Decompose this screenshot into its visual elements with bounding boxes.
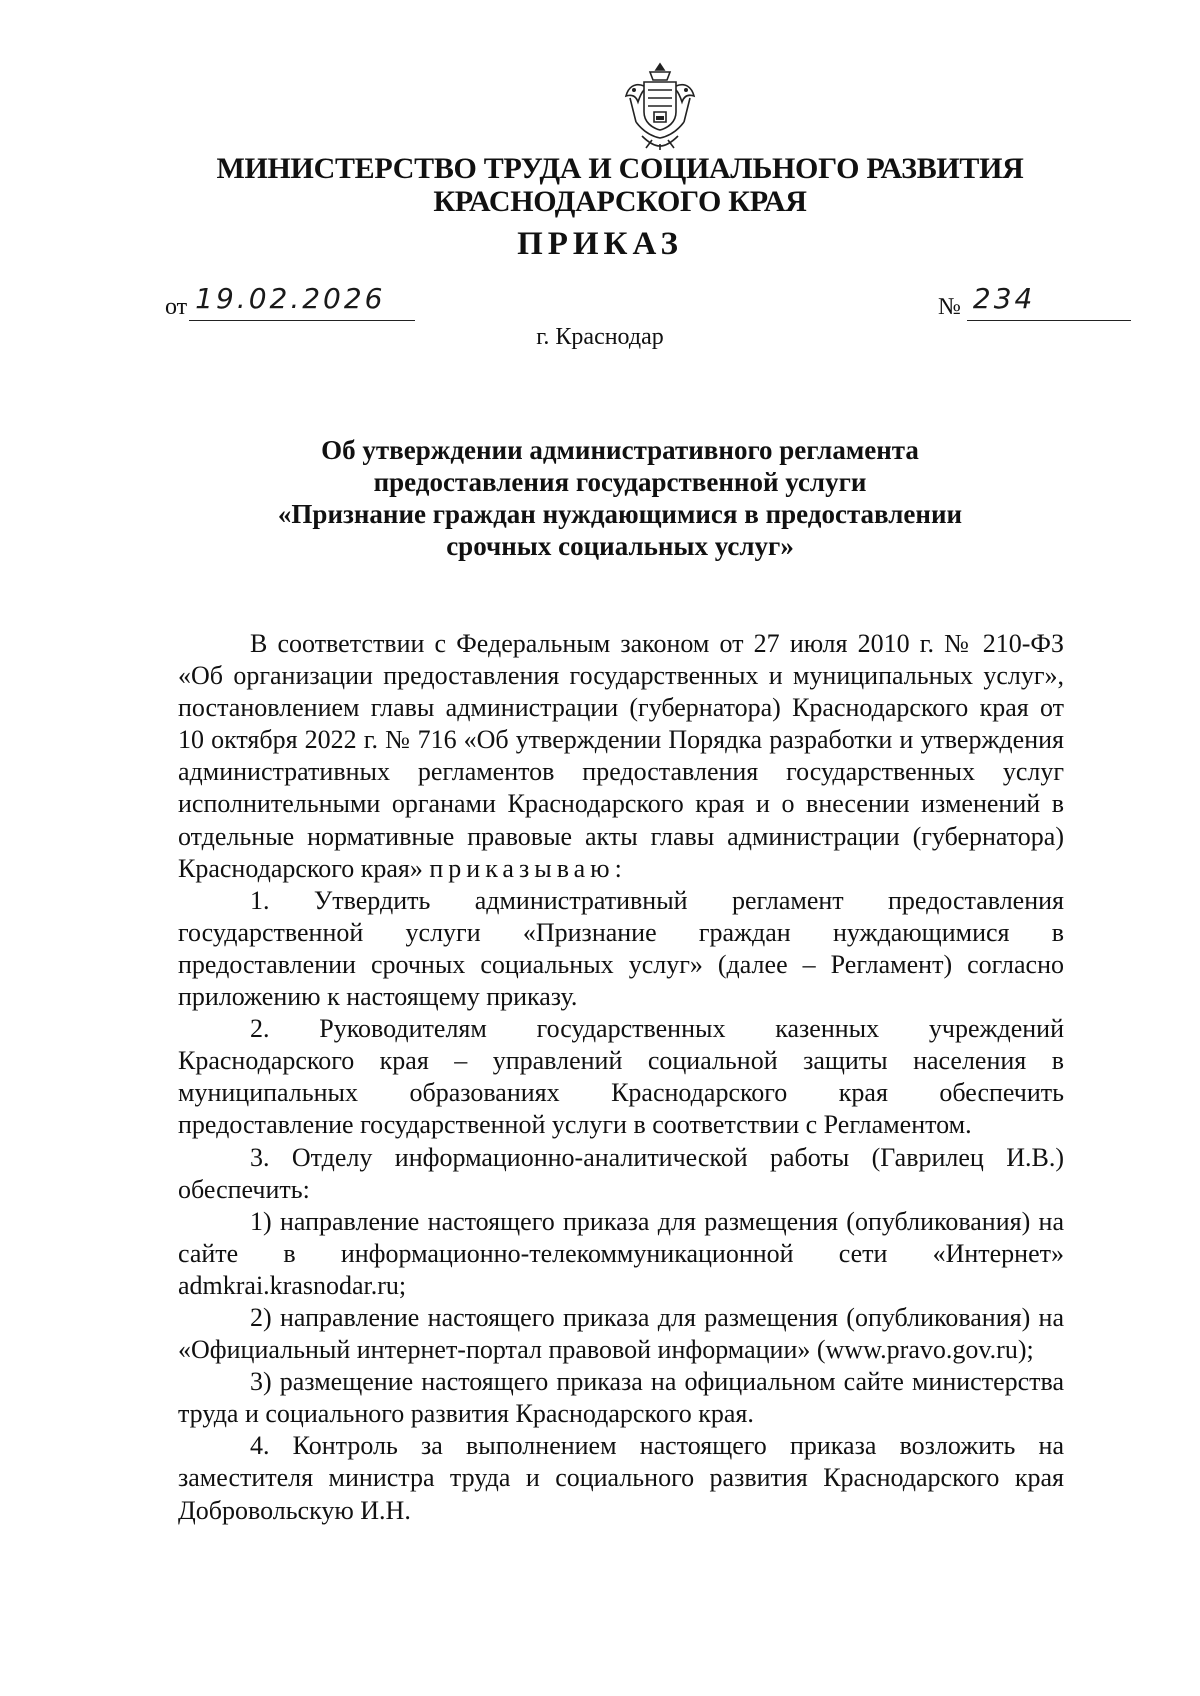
document-type: ПРИКАЗ (517, 226, 683, 262)
order-body (178, 628, 1064, 1527)
number-handwritten: 234 (972, 282, 1036, 315)
item-3-2: 2) направление настоящего приказа для размещения (опубликования) на «Официальный интернет-портал правовой информации» (www.pravo.gov.ru); (178, 1302, 1064, 1365)
preamble-text: В соответствии с Федеральным законом от 27 июля 2010 г. № 210-ФЗ «Об организации предоставления государственных и муниципальных услуг», постановлением главы администрации (губернатора) Краснодарского края от 10 октября 2022 г. № 716 «Об утверждении Порядка разработки и утверждения административных регламентов предоставления государственных услуг исполнительными органами Краснодарского края и о внесении изменений в отдельные нормативные правовые акты главы администрации (губернатора) Краснодарского края» (178, 629, 1064, 883)
subject-line2: предоставления государственной услуги (373, 467, 867, 497)
order-date (165, 282, 415, 321)
number-field (967, 282, 1131, 321)
subject-line1: Об утверждении административного регламента (321, 435, 919, 465)
ministry-name-line2: КРАСНОДАРСКОГО КРАЯ (433, 185, 807, 218)
order-number (938, 282, 1131, 321)
subject-line3: «Признание граждан нуждающимися в предоставлении (277, 499, 963, 529)
item-2: 2. Руководителям государственных казенных учреждений Краснодарского края – управлений социальной защиты населения в муниципальных образованиях Краснодарского края обеспечить предоставление государственной услуги в соответствии с Регламентом. (178, 1014, 1064, 1140)
date-prefix: от (165, 294, 188, 320)
city: г. Краснодар (536, 324, 664, 350)
ministry-name (200, 152, 1040, 218)
date-handwritten: 19.02.2026 (195, 282, 386, 315)
item-3: 3. Отделу информационно-аналитической работы (Гаврилец И.В.) обеспечить: (178, 1142, 1064, 1204)
number-prefix: № (938, 294, 961, 320)
krasnodar-coat-of-arms-icon (622, 60, 698, 152)
subject-line4: срочных социальных услуг» (446, 531, 794, 561)
order-subject (220, 434, 1020, 562)
item-3-3: 3) размещение настоящего приказа на официальном сайте министерства труда и социального развития Краснодарского края. (178, 1367, 1064, 1429)
item-4: 4. Контроль за выполнением настоящего приказа возложить на заместителя министра труда и социального развития Краснодарского края Добровольскую И.Н. (178, 1431, 1064, 1525)
date-field (189, 282, 415, 321)
preamble-paragraph (178, 628, 1064, 885)
ministry-name-line1: МИНИСТЕРСТВО ТРУДА И СОЦИАЛЬНОГО РАЗВИТИЯ (216, 152, 1024, 185)
item-1: 1. Утвердить административный регламент предоставления государственной услуги «Признание граждан нуждающимися в предоставлении срочных социальных услуг» (далее – Регламент) согласно приложению к настоящему приказу. (178, 885, 1064, 1012)
order-word: приказываю: (429, 853, 627, 883)
item-3-1: 1) направление настоящего приказа для размещения (опубликования) на сайте в информационно-телекоммуникационной сети «Интернет» admkrai.krasnodar.ru; (178, 1206, 1064, 1300)
